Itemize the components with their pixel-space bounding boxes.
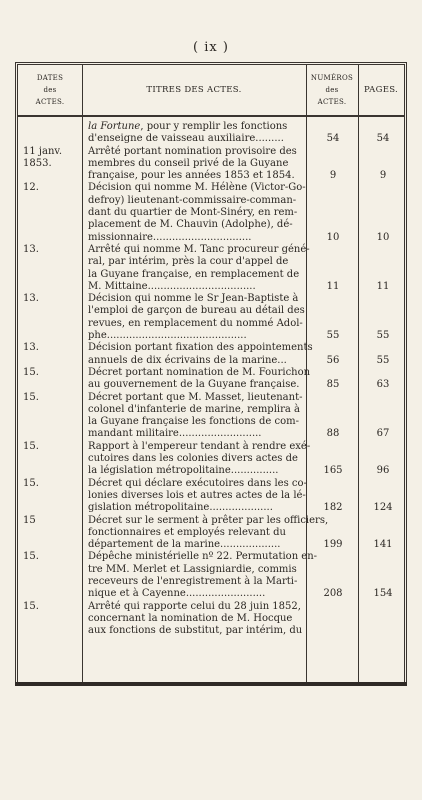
entry-title bbox=[88, 366, 311, 392]
entry-number: 56 bbox=[326, 354, 340, 366]
entry-date bbox=[23, 293, 83, 305]
entry-title-line: la Fortune, pour y remplir les fonctions bbox=[88, 121, 288, 132]
table-row bbox=[18, 146, 404, 183]
entry-title-line: Décret qui déclare exécutoires dans les co- bbox=[88, 477, 307, 489]
entry-number: 54 bbox=[326, 133, 340, 145]
entry-title-line: Décision qui nomme le Sr Jean-Baptiste à bbox=[88, 293, 299, 305]
entry-date bbox=[23, 182, 83, 194]
entry-title-line: gislation métropolitaine.................... bbox=[88, 502, 273, 514]
entry-date-line: 13. bbox=[23, 243, 39, 255]
entry-date-line: 13. bbox=[23, 293, 39, 305]
entry-date-line: 13. bbox=[23, 342, 39, 354]
entry-date-line: 15. bbox=[23, 391, 39, 403]
entry-title-line: française, pour les années 1853 et 1854. bbox=[88, 170, 295, 182]
entry-date-line: 15. bbox=[23, 551, 39, 563]
table-header bbox=[18, 65, 404, 117]
entry-title-line: defroy) lieutenant-commissaire-comman- bbox=[88, 194, 297, 206]
entry-title-line: Arrêté qui rapporte celui du 28 juin 1852, bbox=[88, 600, 301, 612]
entry-date bbox=[23, 478, 83, 490]
entry-title-line: missionnaire............................... bbox=[88, 231, 252, 243]
entry-page: 55 bbox=[376, 354, 390, 366]
entry-title bbox=[88, 146, 304, 183]
entry-title bbox=[88, 121, 304, 146]
entry-title bbox=[88, 182, 304, 243]
entry-date-line: 11 janv. bbox=[23, 145, 63, 157]
table-row bbox=[18, 515, 404, 552]
entry-title-line: la Guyane française, en remplacement de bbox=[88, 268, 300, 280]
entry-date-line: 15 bbox=[23, 514, 36, 526]
header-titles bbox=[82, 65, 306, 115]
entry-title-line: tre MM. Merlet et Lassigniardie, commis bbox=[88, 563, 297, 575]
entry-title-line: mandant militaire.......................... bbox=[88, 428, 262, 440]
entry-title-line: colonel d'infanterie de marine, remplira à bbox=[88, 403, 300, 415]
entry-title-line: ral, par intérim, près la cour d'appel de bbox=[88, 256, 289, 268]
entry-title-line: Décret sur le serment à prêter par les officiers, bbox=[88, 514, 329, 526]
entry-title-line: Arrêté portant nomination provisoire des bbox=[88, 145, 297, 157]
entry-page: 154 bbox=[373, 588, 393, 600]
table-row bbox=[18, 478, 404, 515]
entry-title bbox=[88, 477, 307, 515]
entry-title-line: fonctionnaires et employés relevant du bbox=[88, 526, 286, 538]
table-row bbox=[18, 182, 404, 243]
entry-title bbox=[88, 293, 304, 342]
entry-number: 9 bbox=[329, 170, 337, 182]
entry-title-line: lonies diverses lois et autres actes de la lé- bbox=[88, 489, 306, 501]
entry-page: 10 bbox=[376, 231, 390, 243]
entry-date-line: 15. bbox=[23, 440, 39, 452]
entry-date-line: 15. bbox=[23, 477, 39, 489]
header-dates bbox=[18, 65, 82, 115]
entry-title-line: l'emploi de garçon de bureau au détail des bbox=[88, 305, 305, 317]
entry-page: 63 bbox=[376, 379, 390, 391]
entry-date bbox=[23, 342, 83, 354]
entry-title bbox=[88, 243, 310, 293]
entry-page: 9 bbox=[379, 170, 387, 182]
header-numeros bbox=[306, 65, 358, 115]
entry-title bbox=[88, 392, 304, 441]
entry-title-line: aux fonctions de substitut, par intérim, du bbox=[88, 625, 303, 637]
entry-page: 11 bbox=[376, 280, 390, 292]
table-row bbox=[18, 392, 404, 441]
header-pages-label: PAGES. bbox=[363, 85, 399, 95]
entry-date bbox=[23, 601, 83, 613]
index-table bbox=[15, 62, 407, 685]
table-row bbox=[18, 601, 404, 638]
entry-number: 208 bbox=[323, 588, 343, 600]
entry-page: 141 bbox=[373, 539, 393, 551]
table-row bbox=[18, 244, 404, 293]
entry-title-line: receveurs de l'enregistrement à la Marti- bbox=[88, 575, 298, 587]
header-titles-label: TITRES DES ACTES. bbox=[146, 85, 242, 95]
entry-title-line: annuels de dix écrivains de la marine... bbox=[88, 354, 287, 366]
entry-title-line: Rapport à l'empereur tendant à rendre exé- bbox=[88, 440, 311, 452]
entry-title-line: phe............................................ bbox=[88, 330, 247, 342]
entry-page: 124 bbox=[373, 502, 393, 514]
table-row bbox=[18, 121, 404, 146]
entry-title-line: Décision portant fixation des appointements bbox=[88, 342, 313, 354]
entry-title-line: Décret portant que M. Masset, lieutenant- bbox=[88, 391, 303, 403]
entry-title-line: la Guyane française les fonctions de com- bbox=[88, 416, 299, 428]
entry-number: 11 bbox=[326, 280, 340, 292]
entry-title-line: M. Mittaine.................................. bbox=[88, 280, 256, 292]
page-folio: ( ix ) bbox=[193, 40, 229, 55]
table-row bbox=[18, 342, 404, 367]
entry-title-line: Décret portant nomination de M. Fourichon bbox=[88, 366, 311, 378]
table-row bbox=[18, 293, 404, 342]
bottom-rule bbox=[15, 682, 407, 686]
entry-title-line: dant du quartier de Mont-Sinéry, en rem- bbox=[88, 207, 298, 219]
table-body bbox=[18, 121, 404, 637]
entry-title-line: placement de M. Chauvin (Adolphe), dé- bbox=[88, 219, 293, 231]
table-row bbox=[18, 441, 404, 478]
entry-title-line: Dépêche ministérielle nº 22. Permutation en- bbox=[88, 551, 318, 563]
entry-date-line: 15. bbox=[23, 600, 39, 612]
entry-title-line: d'enseigne de vaisseau auxiliaire......... bbox=[88, 133, 284, 145]
entry-number: 182 bbox=[323, 502, 343, 514]
entry-date bbox=[23, 515, 83, 527]
entry-number: 199 bbox=[323, 539, 343, 551]
entry-date bbox=[23, 367, 83, 379]
entry-title-line: cutoires dans les colonies divers actes de bbox=[88, 453, 298, 465]
entry-title-line: la législation métropolitaine............... bbox=[88, 465, 279, 477]
entry-date-line: 12. bbox=[23, 182, 39, 194]
entry-title-line: membres du conseil privé de la Guyane bbox=[88, 157, 289, 169]
entry-date bbox=[23, 551, 83, 563]
table-row bbox=[18, 551, 404, 600]
entry-title bbox=[88, 551, 318, 600]
entry-title-line: au gouvernement de la Guyane française. bbox=[88, 379, 300, 391]
entry-title-line: département de la marine................... bbox=[88, 539, 281, 551]
entry-title bbox=[88, 342, 313, 367]
entry-page: 96 bbox=[376, 465, 390, 477]
entry-title bbox=[88, 440, 311, 478]
header-dates-line: ACTES. bbox=[35, 98, 65, 106]
entry-number: 165 bbox=[323, 465, 343, 477]
entry-page: 54 bbox=[376, 133, 390, 145]
entry-title-line: Décision qui nomme M. Hélène (Victor-Go- bbox=[88, 182, 306, 194]
entry-date bbox=[23, 392, 83, 404]
entry-number: 10 bbox=[326, 231, 340, 243]
entry-number: 55 bbox=[326, 330, 340, 342]
entry-date bbox=[23, 441, 83, 453]
entry-date-line: 15. bbox=[23, 366, 39, 378]
header-numeros-line: des bbox=[325, 86, 339, 94]
header-pages bbox=[358, 65, 404, 115]
header-dates-line: DATES bbox=[36, 74, 64, 82]
entry-date-line: 1853. bbox=[23, 157, 52, 169]
header-numeros-line: ACTES. bbox=[317, 98, 347, 106]
table-row bbox=[18, 367, 404, 392]
entry-number: 85 bbox=[326, 379, 340, 391]
entry-title bbox=[88, 601, 304, 638]
entry-date bbox=[23, 244, 83, 256]
header-dates-line: des bbox=[43, 86, 57, 94]
entry-title-line: concernant la nomination de M. Hocque bbox=[88, 612, 293, 624]
entry-date bbox=[23, 146, 83, 171]
header-numeros-line: NUMÉROS bbox=[310, 74, 354, 82]
entry-title-line: Arrêté qui nomme M. Tanc procureur géné- bbox=[88, 243, 310, 255]
entry-title bbox=[88, 514, 329, 552]
entry-page: 55 bbox=[376, 330, 390, 342]
entry-number: 88 bbox=[326, 428, 340, 440]
entry-title-line: revues, en remplacement du nommé Adol- bbox=[88, 317, 303, 329]
entry-title-line: nique et à Cayenne......................... bbox=[88, 588, 266, 600]
entry-page: 67 bbox=[376, 428, 390, 440]
